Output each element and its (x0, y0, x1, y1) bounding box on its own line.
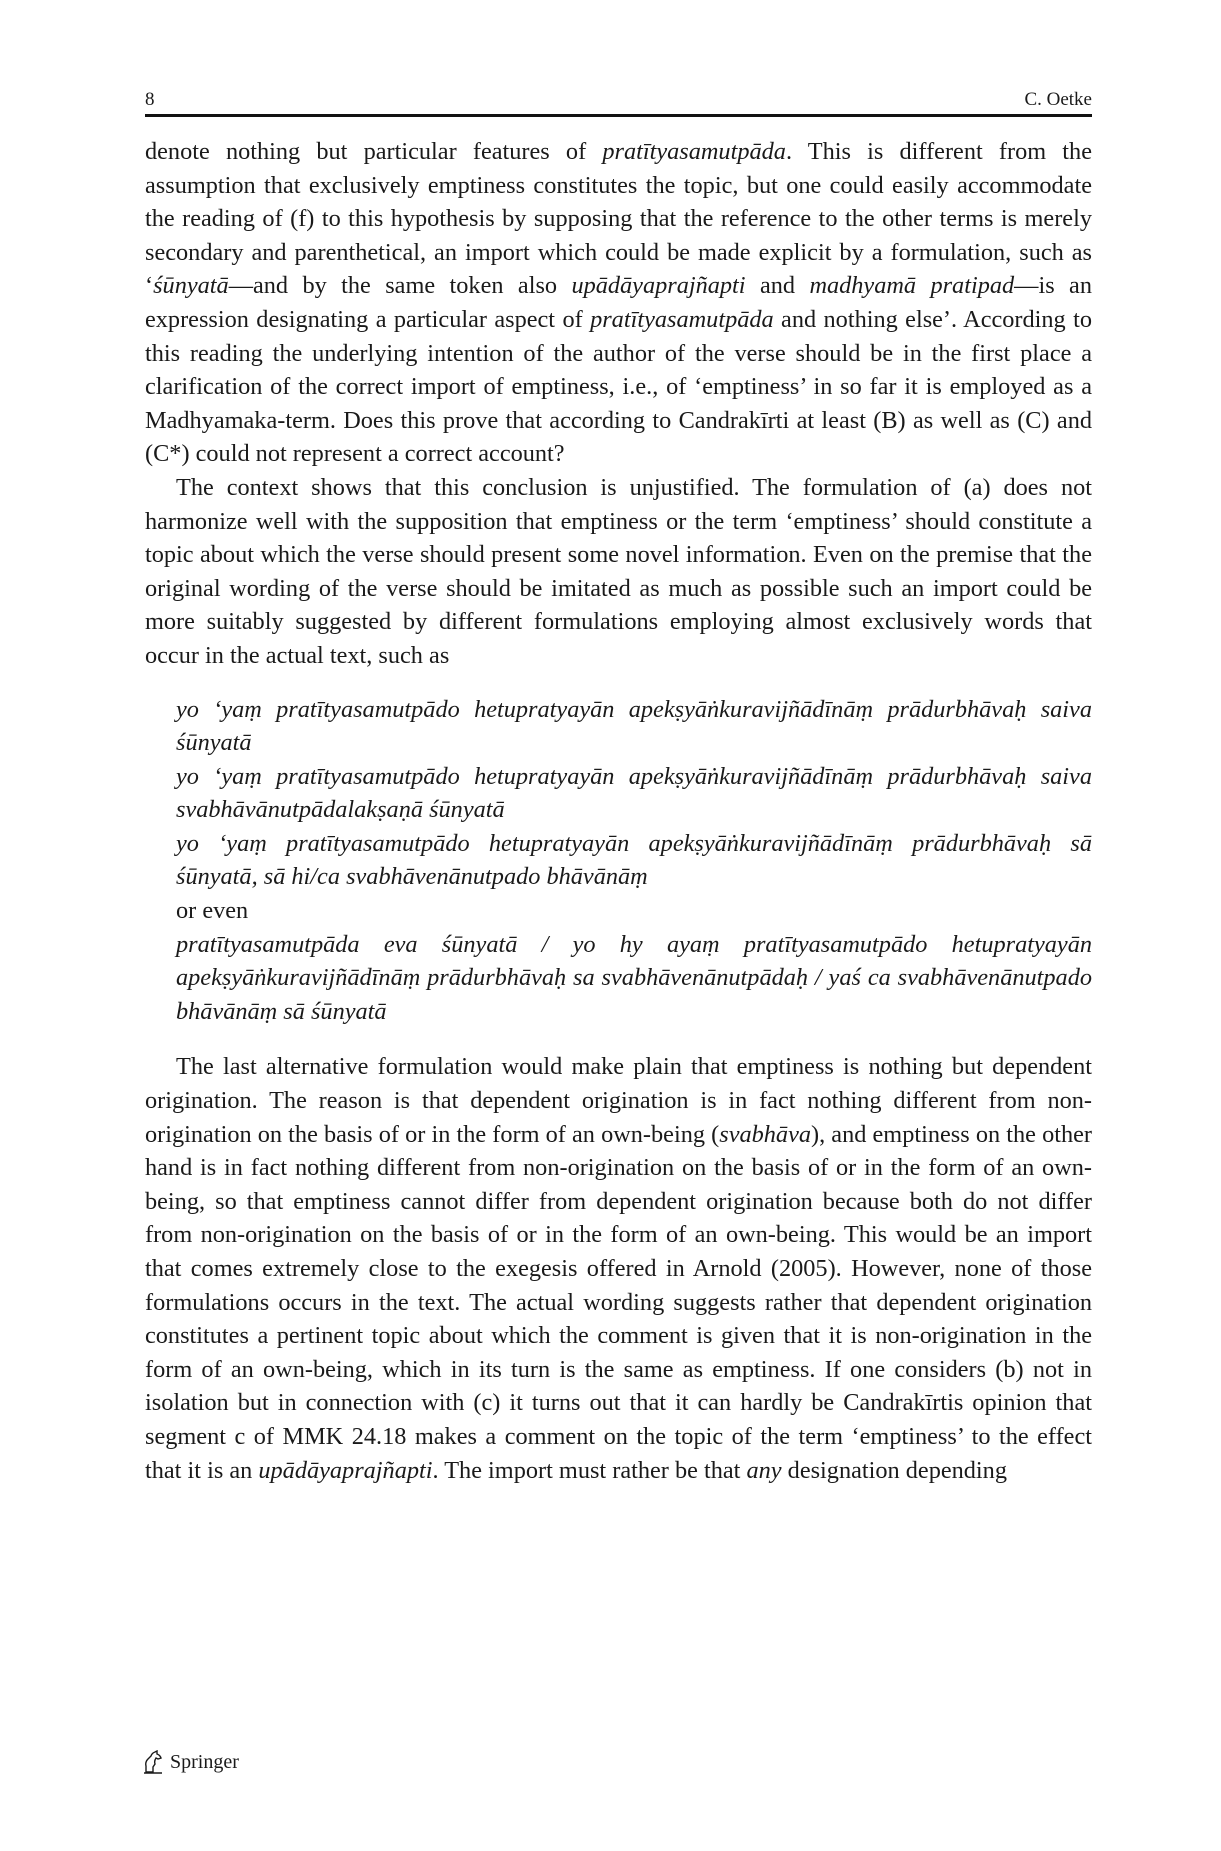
italic-term: śūnyatā (153, 272, 229, 300)
page-number: 8 (145, 89, 155, 110)
italic-term: upādāyaprajñapti (571, 272, 746, 300)
publisher-footer (142, 1750, 239, 1774)
header-rule (145, 114, 1092, 117)
running-head (145, 88, 1092, 114)
paragraph-1: denote nothing but particular features of pratītyasamutpāda. This is different from the assumption that exclusively emptiness constitutes the topic, but one could easily accommodate the reading of (f) to this hypothesis by supposing that the reference to the other terms is merely secondary and parenthetical, an import which could be made explicit by a formulation, such as ‘śūnyatā—and by the same token also upādāyaprajñapti and madhyamā pratipad—is an expression designating a particular aspect of pratītyasamutpāda and nothing else’. According to this reading the underlying intention of the author of the verse should be in the first place a clarification of the correct import of emptiness, i.e., of ‘emptiness’ in so far it is employed as a Madhyamaka-term. Does this prove that according to Candrakīrti at least (B) as well as (C) and (C*) could not represent a correct account? (145, 138, 1092, 468)
italic-term: upādāyaprajñapti (258, 1456, 433, 1484)
italic-term: pratītyasamutpāda (590, 305, 774, 333)
springer-horse-icon (142, 1750, 164, 1774)
running-author: C. Oetke (1024, 89, 1092, 110)
italic-term: madhyamā pratipad (809, 272, 1015, 300)
paragraph-2: The context shows that this conclusion is unjustified. The formulation of (a) does not harmonize well with the supposition that emptiness or the term ‘emptiness’ should constitute a topic about which the verse should present some novel information. Even on the premise that the original wording of the verse should be imitated as much as possible such an import could be more suitably suggested by different formulations employing almost exclusively words that occur in the actual text, such as (145, 473, 1092, 669)
paragraph-3: The last alternative formulation would make plain that emptiness is nothing but dependent origination. The reason is that dependent origination is in fact nothing different from non-origination on the basis of or in the form of an own-being (svabhāva), and emptiness on the other hand is in fact nothing different from non-origination on the basis of or in the form of an own-being, so that emptiness cannot differ from dependent origination because both do not differ from non-origination on the basis of or in the form of an own-being. This would be an import that comes extremely close to the exegesis offered in Arnold (2005). However, none of those formulations occurs in the text. The actual wording suggests rather that dependent origination constitutes a pertinent topic about which the comment is given that it is non-origination in the form of an own-being, which in its turn is the same as emptiness. If one considers (b) not in isolation but in connection with (c) it turns out that it can hardly be Candrakīrtis opinion that segment c of MMK 24.18 makes a comment on the topic of the term ‘emptiness’ to the effect that it is an upādāyaprajñapti. The import must rather be that any designation depending (145, 1053, 1092, 1484)
example-formulations (176, 693, 1092, 1029)
example-3: yo ‘yaṃ pratītyasamutpādo hetupratyayān apekṣyāṅkuravijñādīnāṃ prādurbhāvaḥ sā śūnyatā, sā hi/ca svabhāvenānutpado bhāvānāṃ (176, 829, 1092, 891)
publisher-name: Springer (170, 1750, 239, 1773)
italic-term: svabhāva (719, 1120, 812, 1148)
italic-term: any (746, 1456, 782, 1484)
example-1: yo ‘yaṃ pratītyasamutpādo hetupratyayān apekṣyāṅkuravijñādīnāṃ prādurbhāvaḥ saiva śūnyatā (176, 695, 1092, 757)
example-4: pratītyasamutpāda eva śūnyatā / yo hy ayaṃ pratītyasamutpādo hetupratyayān apekṣyāṅkuravijñādīnāṃ prādurbhāvaḥ sa svabhāvenānutpādaḥ / yaś ca svabhāvenānutpado bhāvānāṃ sā śūnyatā (176, 930, 1092, 1025)
example-2: yo ‘yaṃ pratītyasamutpādo hetupratyayān apekṣyāṅkuravijñādīnāṃ prādurbhāvaḥ saiva svabhāvānutpādalakṣaṇā śūnyatā (176, 762, 1092, 824)
italic-term: pratītyasamutpāda (602, 138, 786, 165)
or-even-label: or even (176, 897, 249, 925)
page (145, 88, 1092, 1487)
